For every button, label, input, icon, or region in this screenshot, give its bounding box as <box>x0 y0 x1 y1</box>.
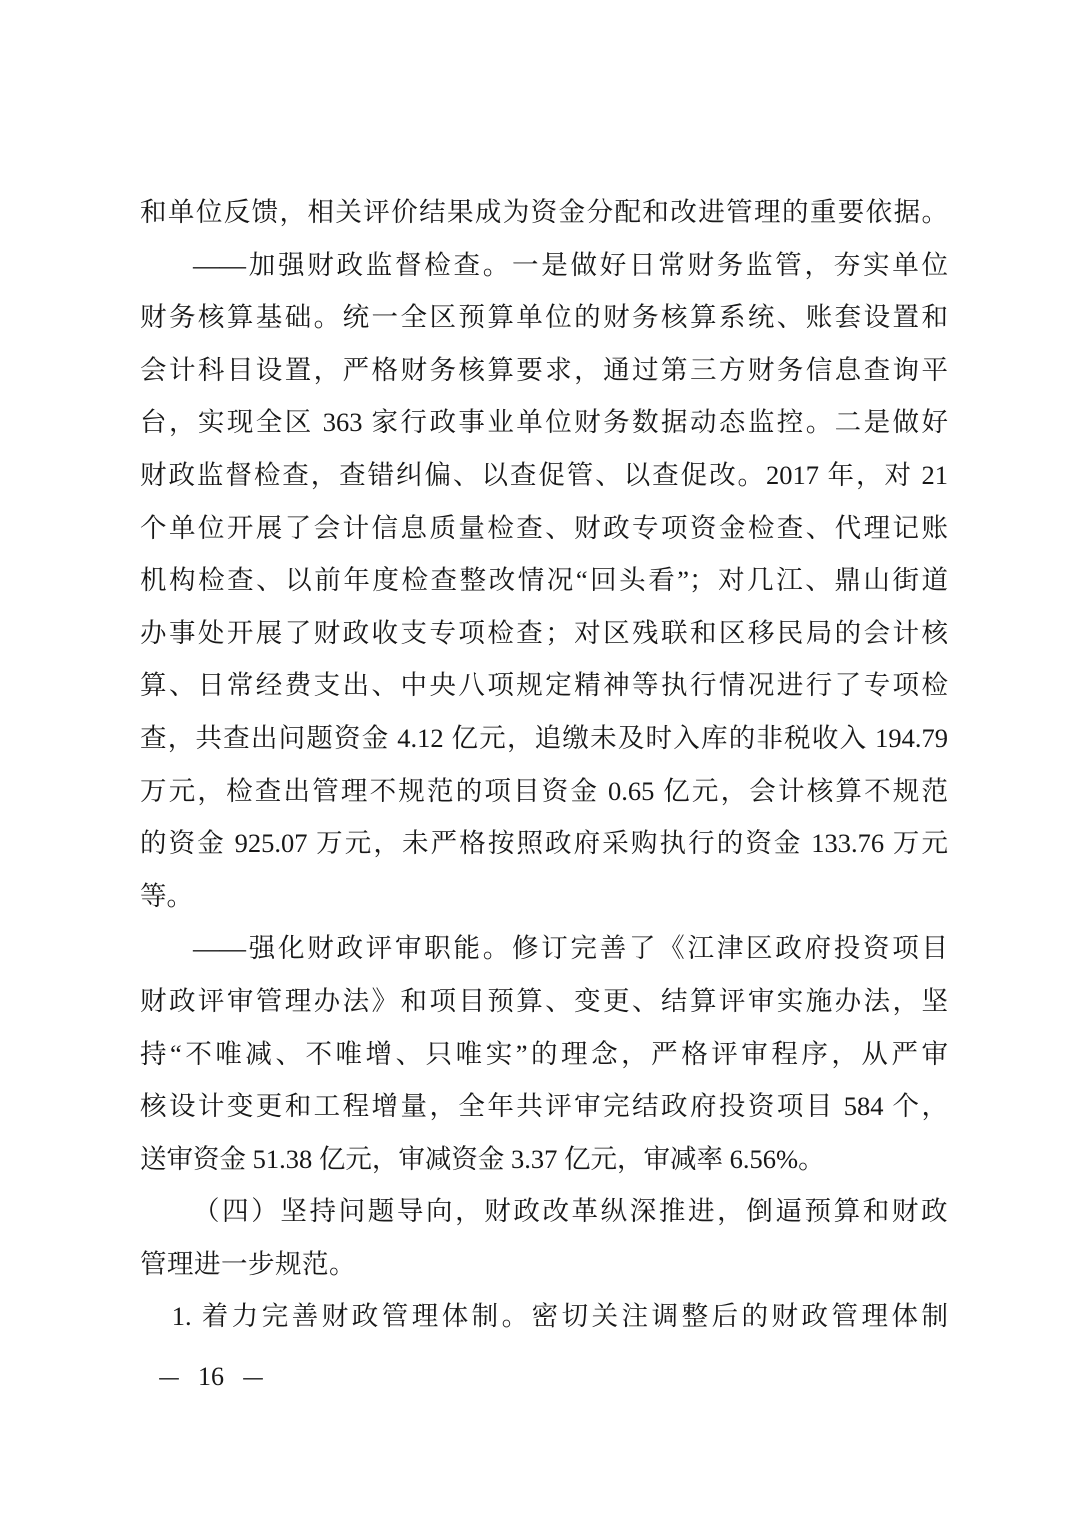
footer-dash-left: — <box>159 1362 179 1391</box>
text-line: 持“不唯减、不唯增、只唯实”的理念，严格评审程序，从严审 <box>140 1038 948 1069</box>
text-line: 1. 着力完善财政管理体制。密切关注调整后的财政管理体制 <box>171 1301 948 1332</box>
heading-line: （四）坚持问题导向，财政改革纵深推进，倒逼预算和财政 <box>193 1196 948 1227</box>
text-line: 和单位反馈，相关评价结果成为资金分配和改进管理的重要依据。 <box>140 197 948 227</box>
text-line: 万元，检查出管理不规范的项目资金 0.65 亿元，会计核算不规范 <box>140 775 948 806</box>
text-line: 个单位开展了会计信息质量检查、财政专项资金检查、代理记账 <box>140 512 948 543</box>
text-line: ——强化财政评审职能。修订完善了《江津区政府投资项目 <box>193 933 948 964</box>
text-line: 财政评审管理办法》和项目预算、变更、结算评审实施办法，坚 <box>140 985 948 1016</box>
page-footer <box>156 1360 266 1394</box>
text-line: 机构检查、以前年度检查整改情况“回头看”；对几江、鼎山街道 <box>140 565 948 596</box>
page-number: 16 <box>198 1362 224 1391</box>
text-line: 等。 <box>140 880 193 911</box>
text-line: 台，实现全区 363 家行政事业单位财务数据动态监控。二是做好 <box>140 407 948 438</box>
heading-line: 管理进一步规范。 <box>140 1248 356 1279</box>
text-line: 送审资金 51.38 亿元，审减资金 3.37 亿元，审减率 6.56%。 <box>140 1143 825 1174</box>
text-line: 会计科目设置，严格财务核算要求，通过第三方财务信息查询平 <box>140 354 948 385</box>
document-body <box>140 186 948 1343</box>
text-line: 算、日常经费支出、中央八项规定精神等执行情况进行了专项检 <box>140 670 948 701</box>
footer-dash-right: — <box>243 1362 263 1391</box>
text-line: 财政监督检查，查错纠偏、以查促管、以查促改。2017 年，对 21 <box>140 459 948 490</box>
text-line: ——加强财政监督检查。一是做好日常财务监管，夯实单位 <box>193 249 948 280</box>
text-line: 办事处开展了财政收支专项检查；对区残联和区移民局的会计核 <box>140 617 948 648</box>
text-line: 核设计变更和工程增量，全年共评审完结政府投资项目 584 个， <box>140 1091 948 1122</box>
text-line: 财务核算基础。统一全区预算单位的财务核算系统、账套设置和 <box>140 302 948 333</box>
text-line: 查，共查出问题资金 4.12 亿元，追缴未及时入库的非税收入 194.79 <box>140 722 948 753</box>
text-line: 的资金 925.07 万元，未严格按照政府采购执行的资金 133.76 万元 <box>140 828 948 859</box>
